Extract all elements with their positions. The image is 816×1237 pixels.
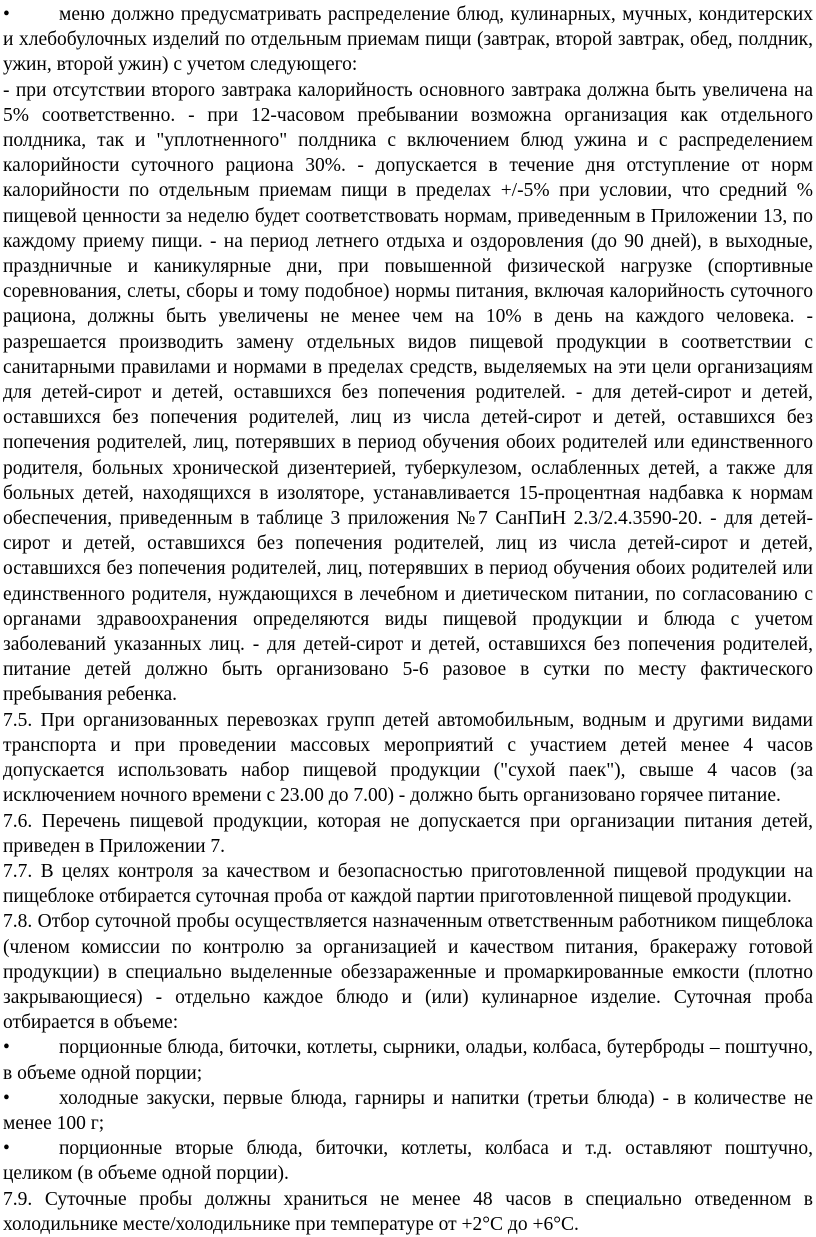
sample-bullet-text: порционные блюда, биточки, котлеты, сырники, оладьи, колбаса, бутерброды – поштучно, в объеме одной порции; xyxy=(3,1037,813,1084)
sample-bullet-text: холодные закуски, первые блюда, гарниры и напитки (третьи блюда) - в количестве не менее 100 г; xyxy=(3,1087,813,1134)
section-7-5: 7.5. При организованных перевозках групп детей автомобильным, водным и другими видами транспорта и при проведении массовых мероприятий с участием детей менее 4 часов допускается использовать набор пищевой продукции ("сухой паек"), свыше 4 часов (за исключением ночного времени с 23.00 до 7.00) - должно быть организовано горячее питание. xyxy=(3,709,813,807)
meal-conditions-paragraph: - при отсутствии второго завтрака калорийность основного завтрака должна быть увеличена на 5% соответственно. - при 12-часовом пребывании возможна организация как отдельного полдника, так и "уплотненного" полдника с включением блюд ужина и с распределением калорийности суточного рациона 30%. - допускается в течение дня отступление от норм калорийности по отдельным приемам пищи в пределах +/-5% при условии, что средний % пищевой ценности за неделю будет соответствовать нормам, приведенным в Приложении 13, по каждому приему пищи. - на период летнего отдыха и оздоровления (до 90 дней), в выходные, праздничные и каникулярные дни, при повышенной физической нагрузке (спортивные соревнования, слеты, сборы и тому подобное) нормы питания, включая калорийность суточного рациона, должны быть увеличены не менее чем на 10% в день на каждого человека. - разрешается производить замену отдельных видов пищевой продукции в соответствии с санитарными правилами и нормами в пределах средств, выделяемых на эти цели организациям для детей-сирот и детей, оставшихся без попечения родителей. - для детей-сирот и детей, оставшихся без попечения родителей, лиц из числа детей-сирот и детей, оставшихся без попечения родителей, лиц, потерявших в период обучения обоих родителей или единственного родителя, больных хронической дизентерией, туберкулезом, ослабленных детей, а также для больных детей, находящихся в изоляторе, устанавливается 15-процентная надбавка к нормам обеспечения, приведенным в таблице 3 приложения №7 СанПиН 2.3/2.4.3590-20. - для детей-сирот и детей, оставшихся без попечения родителей, лиц из числа детей-сирот и детей, оставшихся без попечения родителей, лиц, потерявших в период обучения обоих родителей или единственного родителя, нуждающихся в лечебном и диетическом питании, по согласованию с органами здравоохранения определяются виды пищевой продукции и блюда с учетом заболеваний указанных лиц. - для детей-сирот и детей, оставшихся без попечения родителей, питание детей должно быть организовано 5-6 разовое в сутки по месту фактического пребывания ребенка. xyxy=(3,79,813,706)
intro-bullet-text: меню должно предусматривать распределение блюд, кулинарных, мучных, кондитерских и хлебобулочных изделий по отдельным приемам пищи (завтрак, второй завтрак, обед, полдник, ужин, второй ужин) с учетом следующего: xyxy=(3,4,813,76)
bullet-icon: • xyxy=(3,1138,10,1160)
sample-bullet-text: порционные вторые блюда, биточки, котлеты, колбаса и т.д. оставляют поштучно, целиком (в объеме одной порции). xyxy=(3,1138,813,1185)
intro-bullet-item xyxy=(3,2,813,78)
sample-bullet-item xyxy=(3,1086,813,1136)
section-7-8: 7.8. Отбор суточной пробы осуществляется назначенным ответственным работником пищеблока (членом комиссии по контролю за организацией и качеством питания, бракеражу готовой продукции) в специально выделенные обеззараженные и промаркированные емкости (плотно закрывающиеся) - отдельно каждое блюдо и (или) кулинарное изделие. Суточная проба отбирается в объеме: xyxy=(3,911,813,1034)
section-7-7: 7.7. В целях контроля за качеством и безопасностью приготовленной пищевой продукции на пищеблоке отбирается суточная проба от каждой партии приготовленной пищевой продукции. xyxy=(3,860,813,908)
bullet-icon: • xyxy=(3,1087,10,1109)
section-7-9: 7.9. Суточные пробы должны храниться не менее 48 часов в специально отведенном в холодильнике месте/холодильнике при температуре от +2°C до +6°C. xyxy=(3,1188,813,1235)
sample-bullet-item xyxy=(3,1136,813,1186)
sample-bullet-item xyxy=(3,1035,813,1085)
bullet-icon: • xyxy=(3,1037,10,1059)
section-7-6: 7.6. Перечень пищевой продукции, которая не допускается при организации питания детей, приведен в Приложении 7. xyxy=(3,810,813,857)
bullet-icon: • xyxy=(3,4,10,25)
